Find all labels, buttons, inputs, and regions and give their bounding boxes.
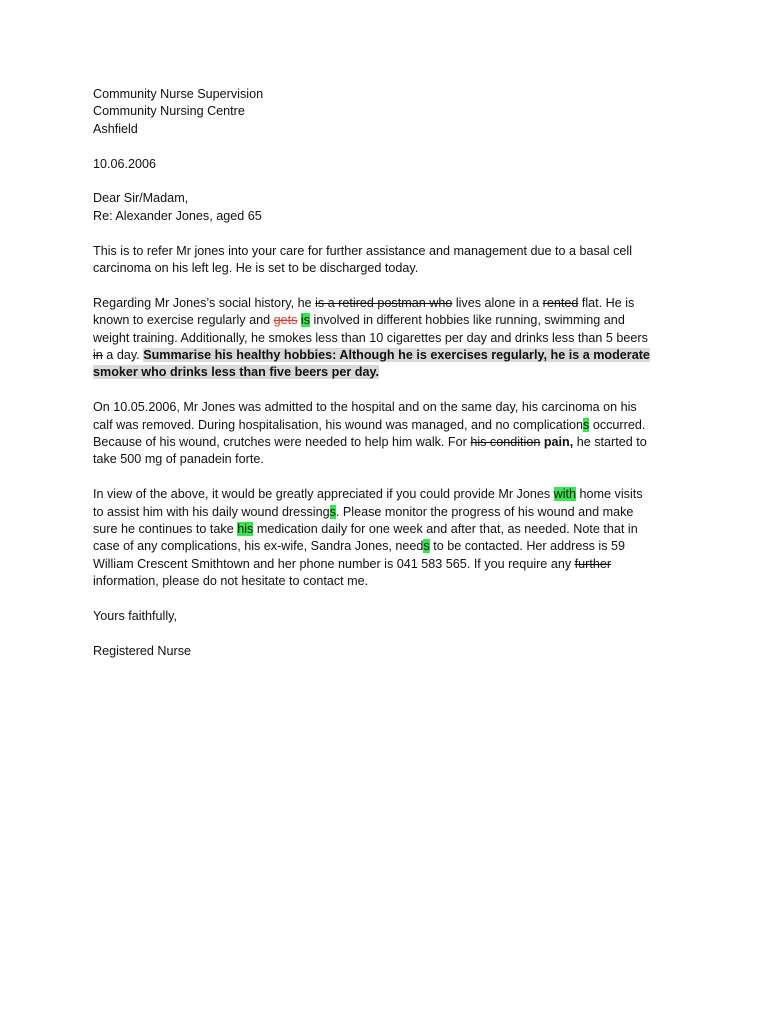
text-run: to be contacted. Her address is 59	[429, 539, 626, 554]
closing	[93, 608, 683, 625]
text-line: On 10.05.2006, Mr Jones was admitted to the hospital and on the same day, his carcinoma on his	[93, 400, 637, 415]
text-line: This is to refer Mr jones into your care for further assistance and management due to a basal cell	[93, 243, 632, 258]
deleted-text: is a retired postman who	[315, 295, 453, 310]
inserted-text: s	[423, 539, 430, 554]
signature-text: Registered Nurse	[93, 643, 191, 658]
text-run: lives alone in a	[452, 295, 543, 310]
text-run: calf was removed. During hospitalisation, his wound was managed, and no complication	[93, 417, 584, 432]
inserted-text: with	[553, 487, 577, 502]
inserted-text: s	[583, 417, 590, 432]
text-line	[93, 312, 683, 329]
text-line: take 500 mg of panadein forte.	[93, 452, 264, 467]
text-run: sure he continues to take	[93, 522, 238, 537]
text-line: carcinoma on his left leg. He is set to be discharged today.	[93, 261, 419, 276]
salutation	[93, 190, 683, 225]
text-run: case of any complications, his ex-wife, Sandra Jones, need	[93, 539, 424, 554]
text-line	[93, 347, 683, 364]
text-run: In view of the above, it would be greatly appreciated if you could provide Mr Jones	[93, 487, 554, 502]
text-line	[93, 434, 683, 451]
letter-body	[93, 86, 683, 678]
closing-text: Yours faithfully,	[93, 609, 178, 624]
text-run: to assist him with his daily wound dressing	[93, 504, 330, 519]
text-run: he started to	[573, 435, 647, 450]
date-text: 10.06.2006	[93, 156, 157, 171]
inserted-text: is	[300, 313, 311, 328]
paragraph-social-history	[93, 295, 683, 382]
letter-date	[93, 156, 683, 173]
text-run: known to exercise regularly and	[93, 313, 274, 328]
sender-address	[93, 86, 683, 138]
text-run: flat. He is	[578, 295, 635, 310]
inserted-text: his	[237, 522, 254, 537]
address-line: Ashfield	[93, 121, 138, 136]
paragraph-referral	[93, 243, 683, 278]
text-run: Regarding Mr Jones’s social history, he	[93, 295, 316, 310]
deleted-text: gets	[273, 313, 298, 328]
deleted-text: his condition	[470, 435, 541, 450]
text-line	[93, 521, 683, 538]
greeting-text: Dear Sir/Madam,	[93, 191, 189, 206]
text-line	[93, 486, 683, 503]
comment-highlight: Summarise his healthy hobbies: Although he is exercises regularly, he is a moderate	[143, 348, 650, 363]
text-run: William Crescent Smithtown and her phone number is 041 583 565. If you require any	[93, 556, 575, 571]
text-line: information, please do not hesitate to contact me.	[93, 574, 369, 589]
deleted-text: in	[93, 348, 103, 363]
text-run: home visits	[576, 487, 643, 502]
text-run: Because of his wound, crutches were needed to help him walk. For	[93, 435, 471, 450]
text-run: occurred.	[589, 417, 646, 432]
text-run: a day.	[102, 348, 144, 363]
deleted-text: rented	[542, 295, 579, 310]
address-line: Community Nursing Centre	[93, 104, 245, 119]
text-line	[93, 417, 683, 434]
paragraph-request	[93, 486, 683, 590]
address-line: Community Nurse Supervision	[93, 87, 264, 101]
text-line	[93, 538, 683, 555]
text-line	[93, 364, 683, 381]
text-line	[93, 556, 683, 573]
text-line: weight training. Additionally, he smokes less than 10 cigarettes per day and drinks less than 5 beers	[93, 330, 648, 345]
comment-highlight: smoker who drinks less than five beers per day.	[93, 365, 380, 380]
paragraph-hospitalisation	[93, 399, 683, 469]
text-line	[93, 295, 683, 312]
signature	[93, 643, 683, 660]
inserted-text: pain,	[540, 435, 574, 450]
inserted-text: s	[329, 504, 336, 519]
text-line	[93, 504, 683, 521]
text-run: medication daily for one week and after that, as needed. Note that in	[253, 522, 638, 537]
re-line: Re: Alexander Jones, aged 65	[93, 208, 262, 223]
deleted-text: further	[574, 556, 612, 571]
text-run: . Please monitor the progress of his wound and make	[335, 504, 634, 519]
text-run: involved in different hobbies like running, swimming and	[310, 313, 625, 328]
